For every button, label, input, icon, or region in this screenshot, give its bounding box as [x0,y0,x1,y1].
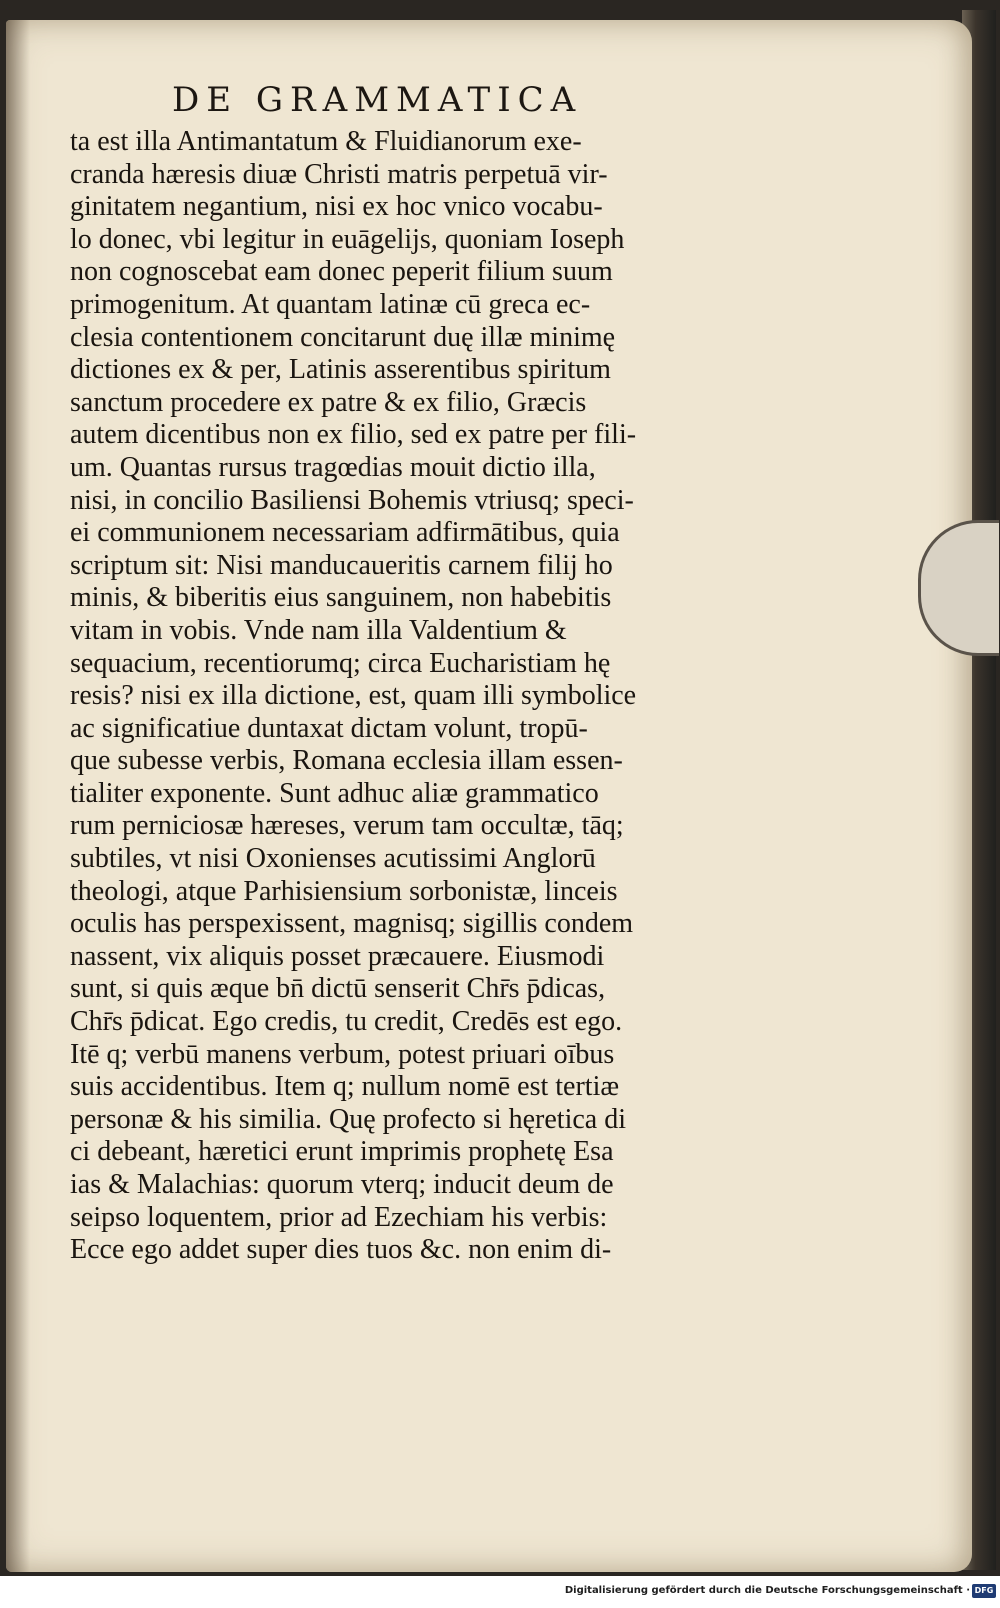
text-line: suis accidentibus. Item q; nullum nomē est tertiæ [70,1071,620,1103]
text-line: dictiones ex & per, Latinis asserentibus spiritum [70,354,611,386]
running-heading: DE GRAMMATICA [172,80,583,120]
text-line: nassent, vix aliquis posset præcauere. Eiusmodi [70,940,605,972]
text-line: ias & Malachias: quorum vterq; inducit deum de [70,1169,614,1200]
text-line: vitam in vobis. Vnde nam illa Valdentium & [70,614,567,646]
text-line: ei communionem necessariam adfirmātibus, quia [70,517,620,549]
text-line: ta est illa Antimantatum & Fluidianorum exe- [70,126,582,157]
text-line: sanctum procedere ex patre & ex filio, Græcis [70,386,587,418]
text-line: sequacium, recentiorumq; circa Eucharistiam hę [70,647,611,679]
text-line: non cognoscebat eam donec peperit filium suum [70,256,613,288]
text-line: personæ & his similia. Quę profecto si hęretica di [70,1103,626,1135]
funding-credit: Digitalisierung gefördert durch die Deutsche Forschungsgemeinschaft · [564,1585,970,1596]
text-line: resis? nisi ex illa dictione, est, quam illi symbolice [70,680,637,712]
text-line: clesia contentionem concitarunt duę illæ minimę [70,321,616,353]
text-line: ac significatiue duntaxat dictam volunt, tropū- [70,712,588,744]
text-line: um. Quantas rursus tragœdias mouit dictio illa, [70,451,596,483]
text-line: tialiter exponente. Sunt adhuc aliæ grammatico [70,777,599,809]
text-line: primogenitum. At quantam latinæ cū greca ec- [70,288,591,320]
text-line: que subesse verbis, Romana ecclesia illam essen- [70,745,623,777]
text-line: Chr̄s p̄dicat. Ego credis, tu credit, Credēs est ego. [70,1006,623,1038]
text-line: nisi, in concilio Basiliensi Bohemis vtriusq; speci- [70,484,634,516]
text-line: minis, & biberitis eius sanguinem, non habebitis [70,582,612,614]
body-text [70,126,750,1267]
text-line: scriptum sit: Nisi manducaueritis carnem filij ho [70,549,613,581]
text-line: cranda hæresis diuæ Christi matris perpetuā vir- [70,158,608,190]
text-line: autem dicentibus non ex filio, sed ex patre per fili- [70,419,637,451]
text-line: Ecce ego addet super dies tuos &c. non enim di- [70,1234,612,1266]
footer-bar [0,1576,1000,1608]
text-line: ginitatem negantium, nisi ex hoc vnico vocabu- [70,191,603,223]
page-gutter-shadow [6,20,30,1572]
text-line: oculis has perspexissent, magnisq; sigillis condem [70,908,634,940]
text-line: seipso loquentem, prior ad Ezechiam his verbis: [70,1201,608,1233]
text-line: sunt, si quis æque bn̄ dictū senserit Chr̄s p̄dicas, [70,973,606,1005]
text-line: rum perniciosæ hæreses, verum tam occultæ, tāq; [70,810,624,842]
text-line: theologi, atque Parhisiensium sorbonistæ, linceis [70,875,618,907]
text-line: lo donec, vbi legitur in euāgelijs, quoniam Ioseph [70,223,625,255]
dfg-logo-icon: DFG [972,1584,996,1598]
text-line: Itē q; verbū manens verbum, potest priuari oībus [70,1038,615,1070]
text-line: subtiles, vt nisi Oxonienses acutissimi Anglorū [70,843,596,875]
text-line: ci debeant, hæretici erunt imprimis prophetę Esa [70,1136,614,1168]
